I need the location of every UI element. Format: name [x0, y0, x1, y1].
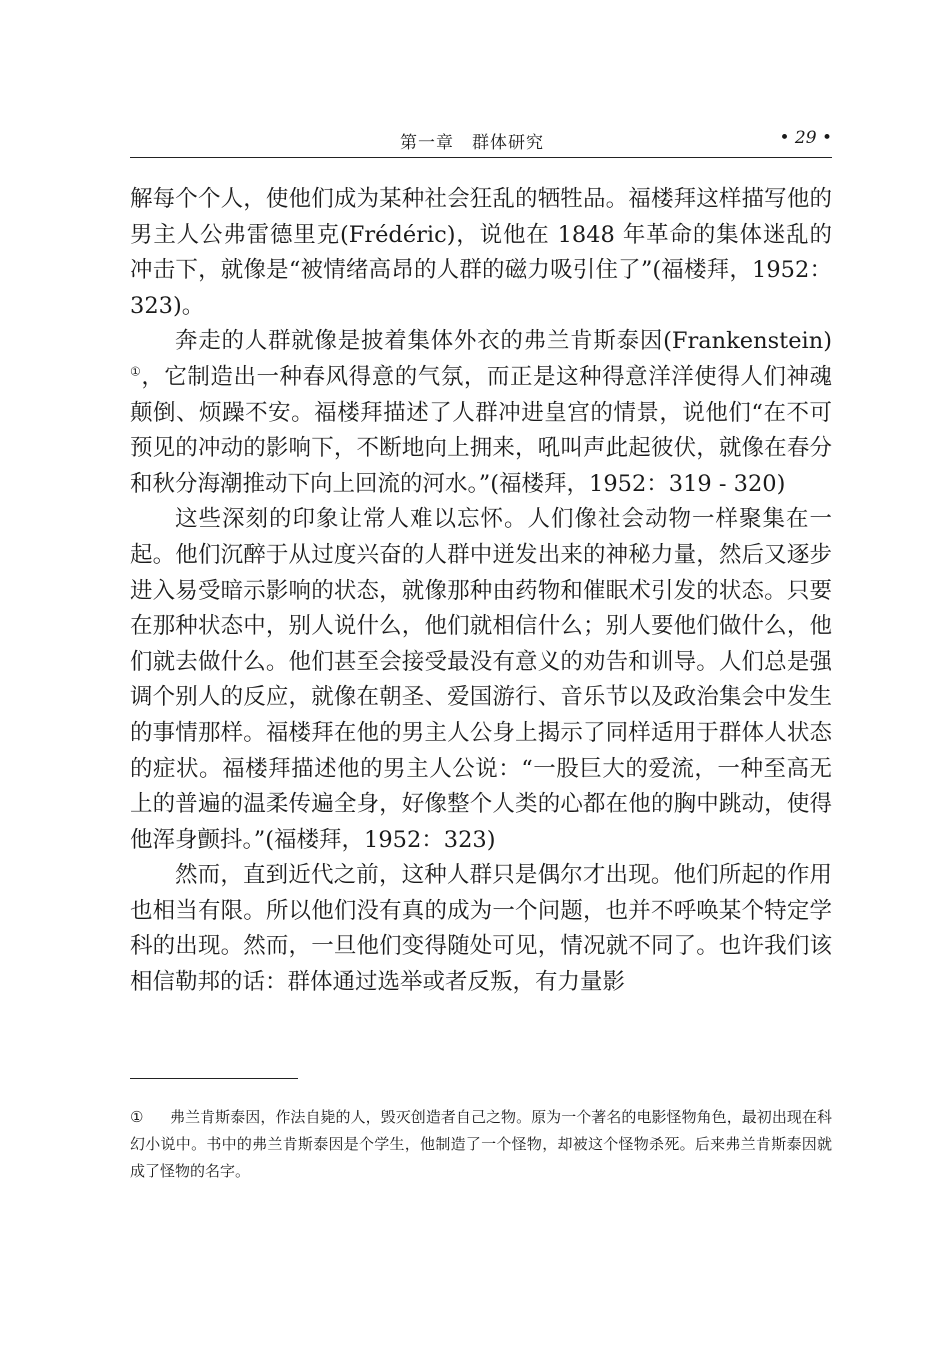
chapter-title: 第一章 群体研究	[400, 133, 544, 153]
footnote-marker: ①	[130, 1108, 144, 1126]
footnote-rule	[130, 1078, 298, 1079]
paragraph-text: ，它制造出一种春风得意的气氛，而正是这种得意洋洋使得人们神魂颠倒、烦躁不安。福楼拜描述了人群冲进皇宫的情景，说他们“在不可预见的冲动的影响下，不断地向上拥来，吼叫声此起彼伏，就像在春分和秋分海潮推动下向上回流的河水。”(福楼拜，1952：319 - 320)	[130, 363, 832, 497]
paragraph: 解每个个人，使他们成为某种社会狂乱的牺牲品。福楼拜这样描写他的男主人公弗雷德里克(Frédéric)，说他在 1848 年革命的集体迷乱的冲击下，就像是“被情绪高昂的人群的磁力吸引住了”(福楼拜，1952：323)。	[130, 186, 832, 319]
running-header	[130, 126, 832, 156]
footnote-reference[interactable]: ①	[130, 364, 142, 379]
header-rule	[130, 157, 832, 158]
paragraph-text: 奔走的人群就像是披着集体外衣的弗兰肯斯泰因(Frankenstein)	[175, 328, 832, 355]
paragraph	[130, 324, 832, 502]
paragraph: 这些深刻的印象让常人难以忘怀。人们像社会动物一样聚集在一起。他们沉醉于从过度兴奋的人群中迸发出来的神秘力量，然后又逐步进入易受暗示影响的状态，就像那种由药物和催眠术引发的状态。只要在那种状态中，别人说什么，他们就相信什么；别人要他们做什么，他们就去做什么。他们甚至会接受最没有意义的劝告和训导。人们总是强调个别人的反应，就像在朝圣、爱国游行、音乐节以及政治集会中发生的事情那样。福楼拜在他的男主人公身上揭示了同样适用于群体人状态的症状。福楼拜描述他的男主人公说：“一股巨大的爱流，一种至高无上的普遍的温柔传遍全身，好像整个人类的心都在他的胸中跳动，使得他浑身颤抖。”(福楼拜，1952：323)	[130, 506, 832, 853]
footnote	[130, 1104, 832, 1185]
paragraph: 然而，直到近代之前，这种人群只是偶尔才出现。他们所起的作用也相当有限。所以他们没有真的成为一个问题，也并不呼唤某个特定学科的出现。然而，一旦他们变得随处可见，情况就不同了。也许我们该相信勒邦的话：群体通过选举或者反叛，有力量影	[130, 862, 832, 996]
page-number: • 29 •	[779, 128, 832, 148]
body-text	[130, 182, 832, 1001]
footnote-text: 弗兰肯斯泰因，作法自毙的人，毁灭创造者自己之物。原为一个著名的电影怪物角色，最初出现在科幻小说中。书中的弗兰肯斯泰因是个学生，他制造了一个怪物，却被这个怪物杀死。后来弗兰肯斯泰因就成了怪物的名字。	[130, 1108, 832, 1180]
